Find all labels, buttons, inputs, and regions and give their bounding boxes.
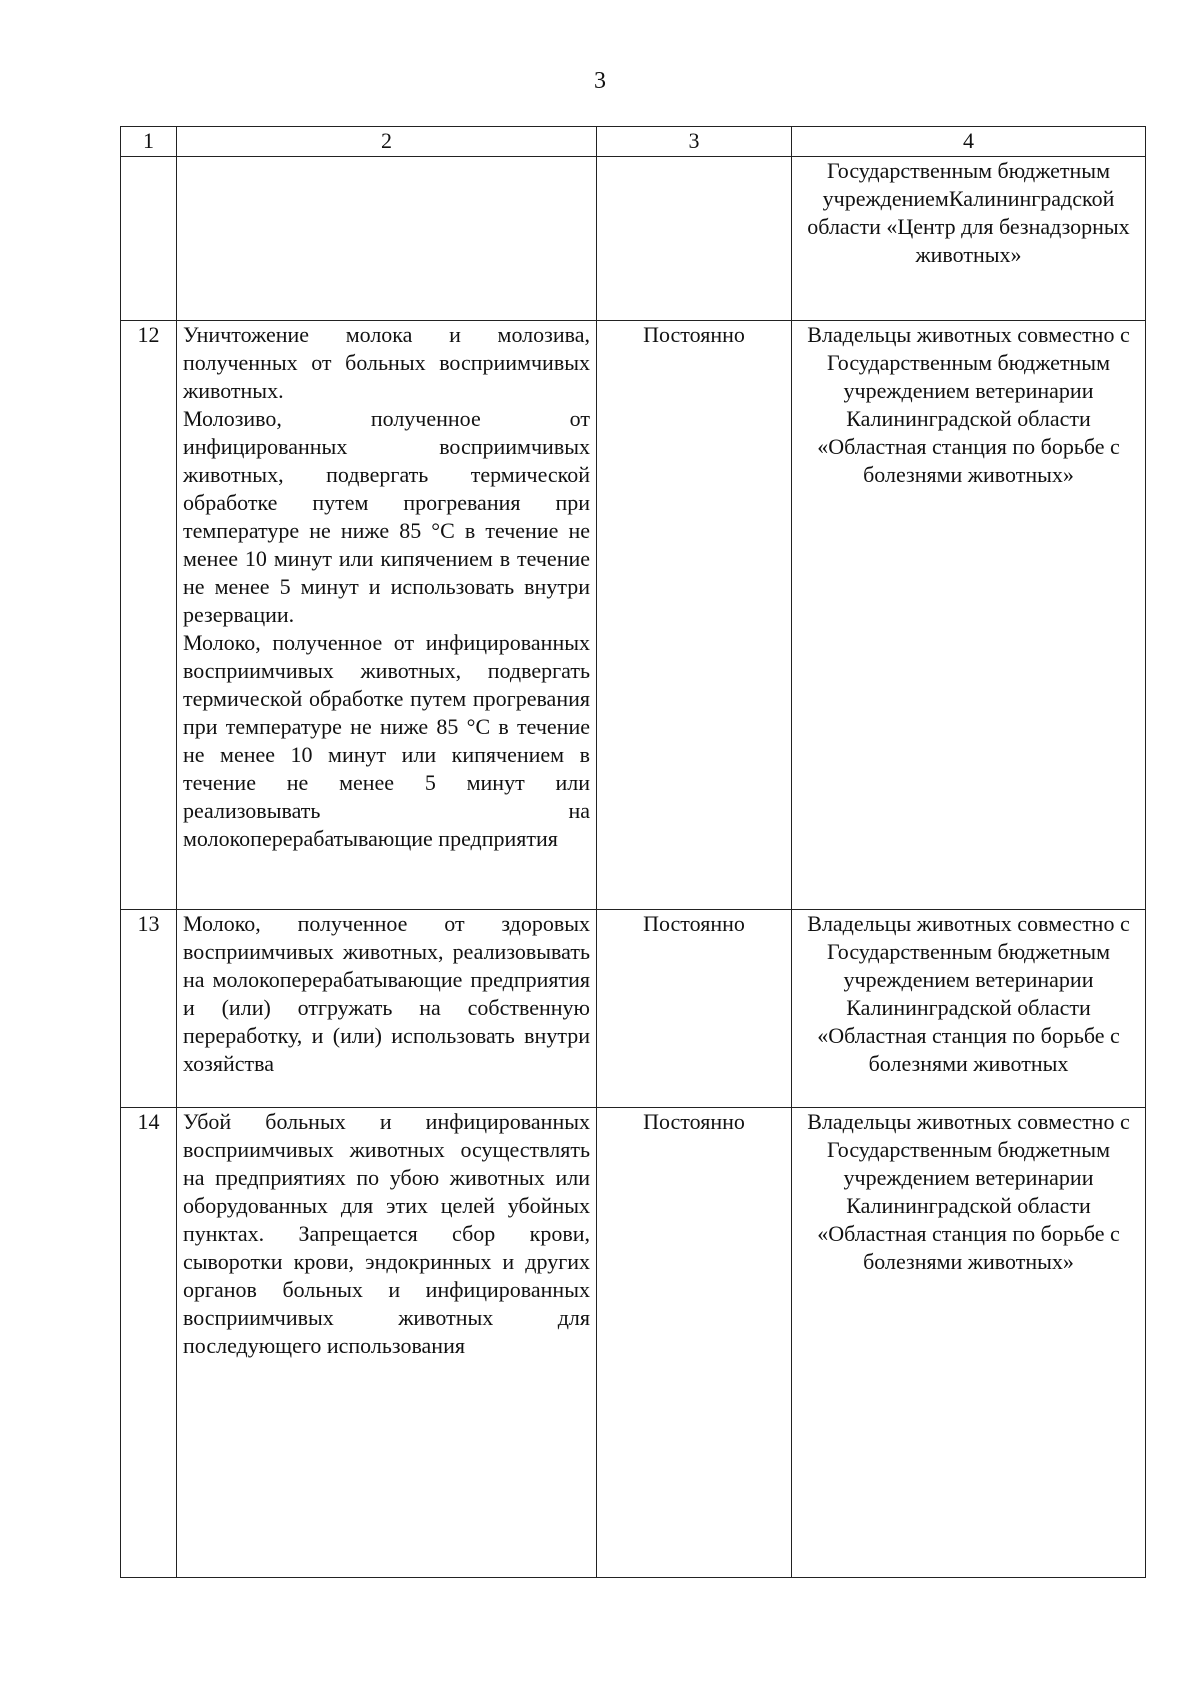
header-cell-3: 3 (597, 127, 792, 157)
row-number: 12 (121, 321, 177, 910)
cell-responsible: Владельцы животных совместно с Государственным бюджетным учреждением ветеринарии Калининградской области «Областная станция по борьбе с болезнями животных» (792, 321, 1146, 910)
measure-paragraph: Убой больных и инфицированных восприимчивых животных осуществлять на предприятиях по убою животных или оборудованных для этих целей убойных пунктах. Запрещается сбор крови, сыворотки крови, эндокринных и других органов больных и инфицированных восприимчивых животных для последующего использования (183, 1109, 590, 1358)
cell-measure (177, 1108, 597, 1578)
cell-period: Постоянно (597, 1108, 792, 1578)
measure-paragraph: Уничтожение молока и молозива, полученных от больных восприимчивых животных. (183, 322, 590, 403)
cell-period: Постоянно (597, 910, 792, 1108)
header-cell-1: 1 (121, 127, 177, 157)
header-cell-2: 2 (177, 127, 597, 157)
cell-responsible: Владельцы животных совместно с Государственным бюджетным учреждением ветеринарии Калининградской области «Областная станция по борьбе с болезнями животных (792, 910, 1146, 1108)
cell-period: Постоянно (597, 321, 792, 910)
cell-responsible: Государственным бюджетным учреждениемКалининградской области «Центр для безнадзорных животных» (792, 157, 1146, 321)
row-number: 13 (121, 910, 177, 1108)
table-row (121, 910, 1146, 1108)
page-number: 3 (594, 68, 606, 94)
table-row (121, 321, 1146, 910)
measure-paragraph: Молоко, полученное от здоровых восприимчивых животных, реализовывать на молокоперерабатывающие предприятия и (или) отгружать на собственную переработку, и (или) использовать внутри хозяйства (183, 911, 590, 1076)
row-number: 14 (121, 1108, 177, 1578)
header-cell-4: 4 (792, 127, 1146, 157)
table-row-continuation (121, 157, 1146, 321)
cell-measure (177, 321, 597, 910)
cell-measure (177, 910, 597, 1108)
table-row (121, 1108, 1146, 1578)
cell-measure (177, 157, 597, 321)
measure-paragraph: Молоко, полученное от инфицированных восприимчивых животных, подвергать термической обработке путем прогревания при температуре не ниже 85 °C в течение не менее 10 минут или кипячением в течение не менее 5 минут или реализовывать на молокоперерабатывающие предприятия (183, 630, 590, 851)
cell-period (597, 157, 792, 321)
cell-num (121, 157, 177, 321)
measures-table (120, 126, 1146, 1578)
cell-responsible: Владельцы животных совместно с Государственным бюджетным учреждением ветеринарии Калининградской области «Областная станция по борьбе с болезнями животных» (792, 1108, 1146, 1578)
measure-paragraph: Молозиво, полученное от инфицированных восприимчивых животных, подвергать термической обработке путем прогревания при температуре не ниже 85 °C в течение не менее 10 минут или кипячением в течение не менее 5 минут и использовать внутри резервации. (183, 406, 590, 627)
table-header-row (121, 127, 1146, 157)
